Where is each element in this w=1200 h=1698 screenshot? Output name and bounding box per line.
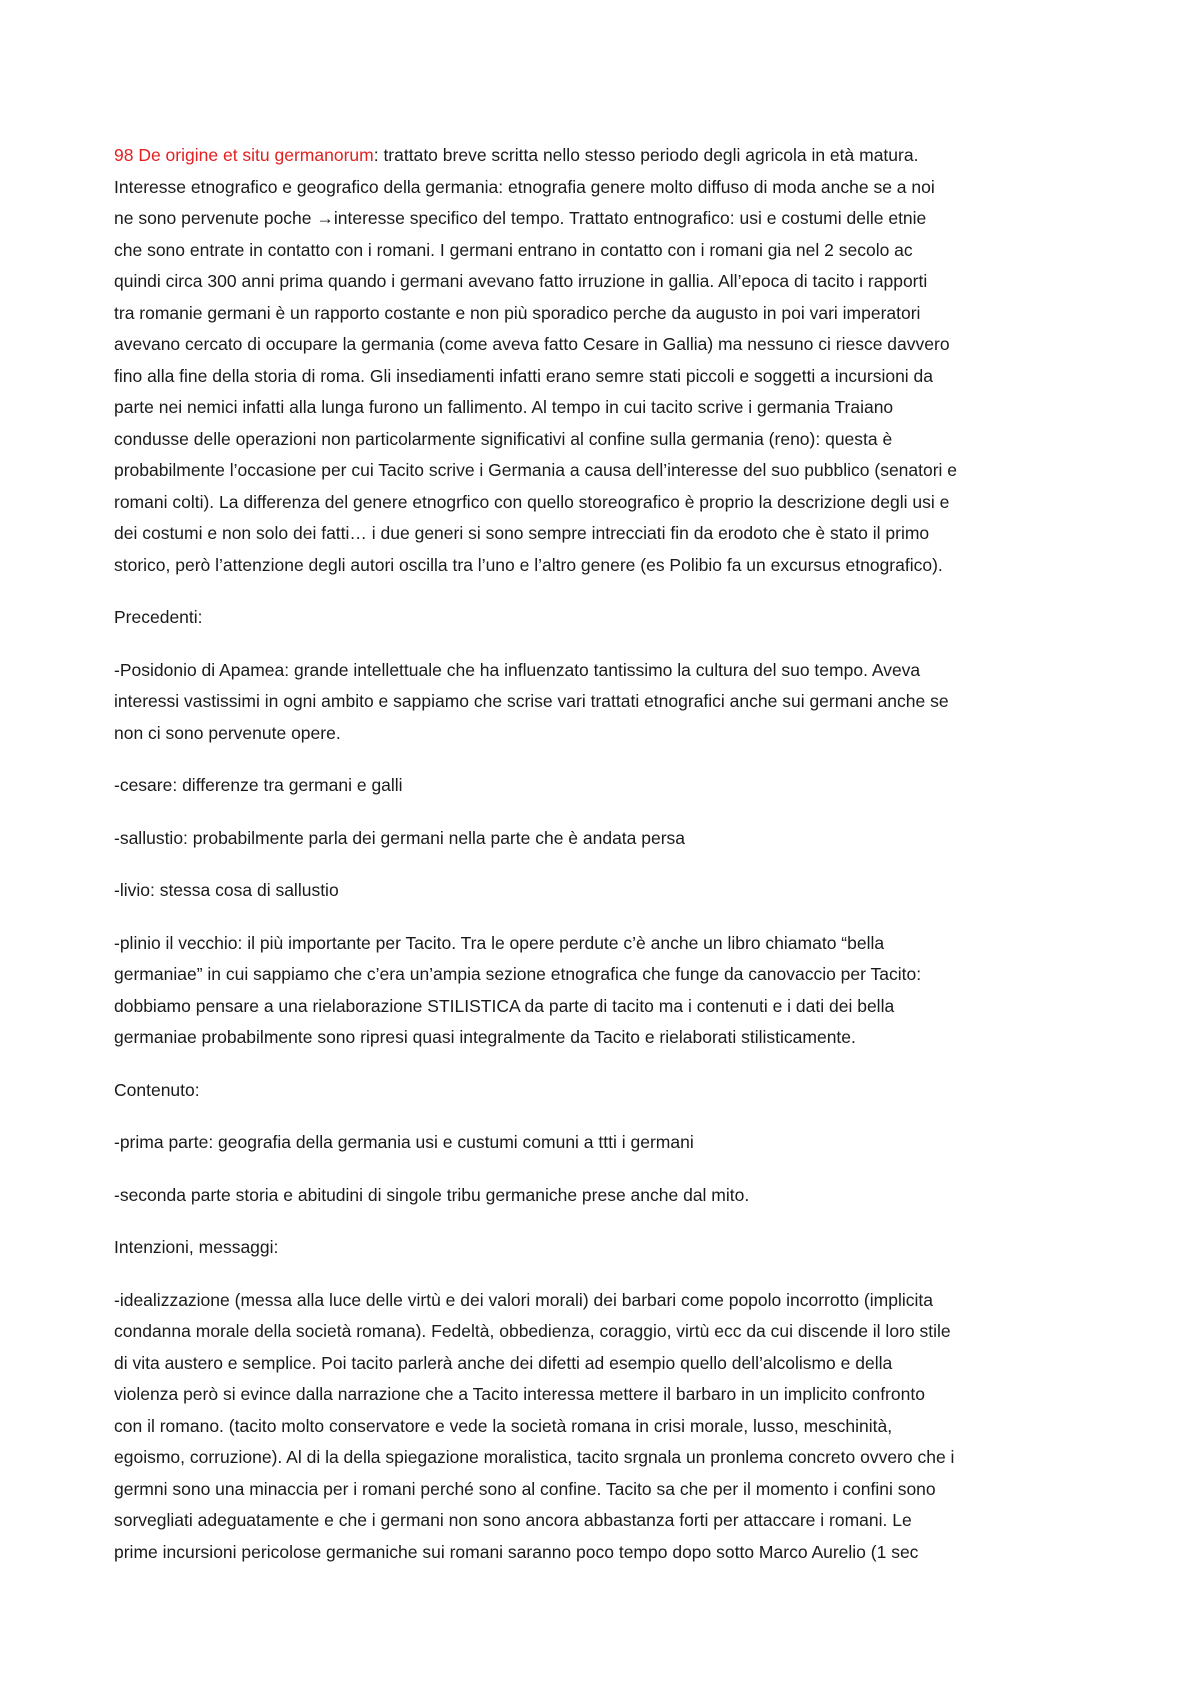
paragraph-line: prime incursioni pericolose germaniche sui romani saranno poco tempo dopo sotto Marco Aurelio (1 sec [114, 1541, 919, 1562]
cesare-paragraph: -cesare: differenze tra germani e galli [114, 775, 403, 795]
intro-line: quindi circa 300 anni prima quando i germani avevano fatto irruzione in gallia. All’epoca di tacito i rapporti [114, 271, 928, 291]
intro-line: avevano cercato di occupare la germania (come aveva fatto Cesare in Gallia) ma nessuno ci riesce davvero [114, 334, 950, 354]
section-heading-precedenti: Precedenti: [114, 607, 203, 627]
prima-parte-paragraph: -prima parte: geografia della germania usi e custumi comuni a ttti i germani [114, 1132, 694, 1152]
intro-line: 98 De origine et situ germanorum: trattato breve scritta nello stesso periodo degli agricola in età matura. [114, 145, 919, 165]
paragraph-line: germaniae” in cui sappiamo che c’era un’ampia sezione etnografica che funge da canovaccio per Tacito: [114, 964, 922, 984]
intro-line: Interesse etnografico e geografico della germania: etnografia genere molto diffuso di moda anche se a noi [114, 176, 935, 197]
paragraph-line: egoismo, corruzione). Al di la della spiegazione moralistica, tacito srgnala un pronlema concreto ovvero che i [114, 1447, 955, 1467]
section-heading-intenzioni: Intenzioni, messaggi: [114, 1237, 279, 1257]
intro-line: storico, però l’attenzione degli autori oscilla tra l’uno e l’altro genere (es Polibio fa un excursus etnografico). [114, 554, 943, 575]
paragraph-line: -Posidonio di Apamea: grande intellettuale che ha influenzato tantissimo la cultura del suo tempo. Aveva [114, 659, 921, 680]
intro-paragraph [114, 140, 1104, 581]
intro-line: probabilmente l’occasione per cui Tacito scrive i Germania a causa dell’interesse del suo pubblico (senatori e [114, 460, 958, 480]
idealizzazione-paragraph [114, 1285, 1104, 1569]
intro-line: che sono entrate in contatto con i romani. I germani entrano in contatto con i romani gia nel 2 secolo ac [114, 239, 913, 260]
document-body [114, 140, 1104, 1589]
plinio-paragraph [114, 928, 1104, 1054]
paragraph-line: di vita austero e semplice. Poi tacito parlerà anche dei difetti ad esempio quello dell’alcolismo e della [114, 1352, 893, 1373]
paragraph-line: -plinio il vecchio: il più importante per Tacito. Tra le opere perdute c’è anche un libro chiamato “bella [114, 932, 885, 953]
paragraph-line: dobbiamo pensare a una rielaborazione STILISTICA da parte di tacito ma i contenuti e i dati dei bella [114, 995, 895, 1016]
intro-line: condusse delle operazioni non particolarmente significativi al confine sulla germania (reno): questa è [114, 428, 893, 449]
work-title: 98 De origine et situ germanorum [114, 145, 374, 165]
paragraph-line: germaniae probabilmente sono ripresi quasi integralmente da Tacito e rielaborati stilisticamente. [114, 1027, 856, 1047]
sallustio-paragraph: -sallustio: probabilmente parla dei germani nella parte che è andata persa [114, 827, 686, 848]
paragraph-line: violenza però si evince dalla narrazione che a Tacito interessa mettere il barbaro in un implicito confronto [114, 1384, 925, 1404]
paragraph-line: condanna morale della società romana). Fedeltà, obbedienza, coraggio, virtù ecc da cui discende il loro stile [114, 1321, 951, 1341]
paragraph-line: non ci sono pervenute opere. [114, 722, 341, 743]
intro-line: parte nei nemici infatti alla lunga furono un fallimento. Al tempo in cui tacito scrive i germania Traiano [114, 397, 894, 417]
intro-line: ne sono pervenute poche →interesse specifico del tempo. Trattato entnografico: usi e costumi delle etnie [114, 208, 927, 228]
paragraph-line: -idealizzazione (messa alla luce delle virtù e dei valori morali) dei barbari come popolo incorrotto (implicita [114, 1289, 933, 1310]
paragraph-line: germni sono una minaccia per i romani perché sono al confine. Tacito sa che per il momento i confini sono [114, 1478, 936, 1499]
paragraph-line: con il romano. (tacito molto conservatore e vede la società romana in crisi morale, lusso, meschinità, [114, 1415, 893, 1436]
livio-paragraph: -livio: stessa cosa di sallustio [114, 880, 339, 900]
intro-line: fino alla fine della storia di roma. Gli insediamenti infatti erano semre stati piccoli e soggetti a incursioni da [114, 365, 934, 386]
section-heading-contenuto: Contenuto: [114, 1079, 200, 1100]
seconda-parte-paragraph: -seconda parte storia e abitudini di singole tribu germaniche prese anche dal mito. [114, 1184, 750, 1205]
posidonio-paragraph [114, 655, 1104, 750]
paragraph-line: interessi vastissimi in ogni ambito e sappiamo che scrise vari trattati etnografici anche sui germani anche se [114, 691, 949, 711]
intro-line: dei costumi e non solo dei fatti… i due generi si sono sempre intrecciati fin da erodoto che è stato il primo [114, 523, 930, 543]
intro-line: tra romanie germani è un rapporto costante e non più sporadico perche da augusto in poi vari imperatori [114, 302, 921, 323]
intro-line: romani colti). La differenza del genere etnogrfico con quello storeografico è proprio la descrizione degli usi e [114, 491, 950, 512]
paragraph-line: sorvegliati adeguatamente e che i germani non sono ancora abbastanza forti per attaccare i romani. Le [114, 1510, 912, 1530]
